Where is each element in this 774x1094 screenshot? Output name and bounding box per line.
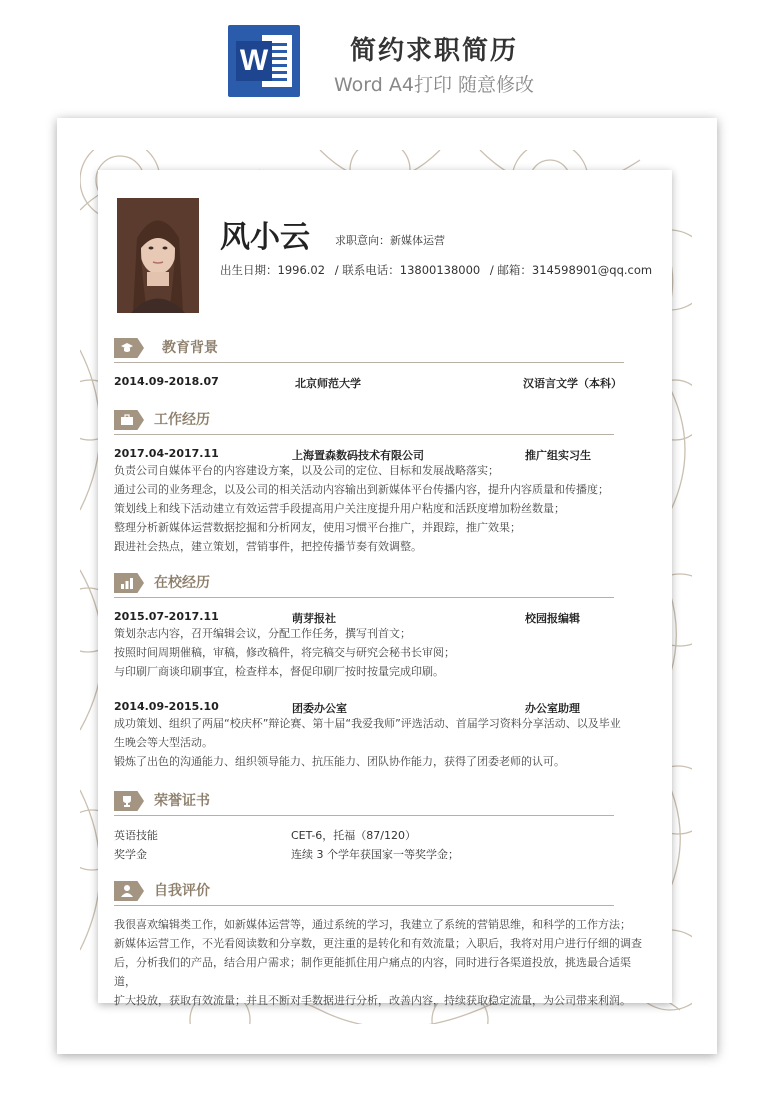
- section-divider: [114, 434, 614, 435]
- contact-info: [220, 262, 658, 278]
- word-letter: W: [236, 41, 272, 81]
- campus-line: 与印刷厂商谈印刷事宜，检查样本，督促印刷厂按时按量完成印刷。: [114, 665, 444, 678]
- work-company: 上海置森数码技术有限公司: [292, 449, 424, 462]
- email-address: / 邮箱：314598901@qq.com: [489, 263, 653, 277]
- self-line: 我很喜欢编辑类工作，如新媒体运营等，通过系统的学习，我建立了系统的营销思维，和科学的工作方法；: [114, 918, 631, 931]
- work-role: 推广组实习生: [525, 449, 591, 462]
- birth-date: 出生日期：1996.02: [220, 263, 326, 277]
- section-campus: [114, 571, 624, 595]
- honor-value: 连续 3 个学年获国家一等奖学金；: [291, 848, 459, 861]
- campus-entry-2-role: 办公室助理: [525, 702, 580, 715]
- work-date: 2017.04-2017.11: [114, 447, 219, 460]
- honor-label: 英语技能: [114, 829, 158, 842]
- education-row: [114, 375, 219, 388]
- section-title: 工作经历: [154, 412, 210, 428]
- education-school: 北京师范大学: [295, 377, 361, 390]
- work-line: 负责公司自媒体平台的内容建设方案，以及公司的定位、目标和发展战略落实；: [114, 464, 499, 477]
- briefcase-icon: [114, 410, 144, 430]
- banner: [0, 0, 774, 110]
- profile-photo: [117, 198, 199, 313]
- work-line: 通过公司的业务理念，以及公司的相关活动内容输出到新媒体平台传播内容，提升内容质量和传播度；: [114, 483, 609, 496]
- work-line: 跟进社会热点，建立策划，营销事件，把控传播节奏有效调整。: [114, 540, 422, 553]
- self-line: 扩大投放，获取有效流量；并且不断对手数据进行分析，改善内容，持续获取稳定流量，为公司带来利润。: [114, 994, 631, 1007]
- portrait-image: [117, 198, 199, 313]
- campus-entry-1-org: 萌芽报社: [292, 612, 336, 625]
- section-title: 自我评价: [154, 883, 210, 899]
- banner-title: 简约求职简历: [349, 36, 518, 66]
- section-education: [114, 336, 624, 360]
- self-line: 后，分析我们的产品，结合用户需求；制作更能抓住用户痛点的内容，同时进行各渠道投放，挑选最合适渠道，: [114, 956, 631, 988]
- section-divider: [114, 597, 614, 598]
- honor-label: 奖学金: [114, 848, 147, 861]
- education-date: 2014.09-2018.07: [114, 375, 219, 388]
- job-intention: 求职意向：新媒体运营: [335, 234, 445, 247]
- work-description: [114, 461, 634, 556]
- campus-line: 生晚会等大型活动。: [114, 736, 213, 749]
- self-evaluation-text: [114, 915, 644, 1010]
- self-line: 新媒体运营工作，不光看阅读数和分享数，更注重的是转化和有效流量；入职后，我将对用户进行仔细的调查: [114, 937, 642, 950]
- section-divider: [114, 815, 614, 816]
- campus-entry-2-date: 2014.09-2015.10: [114, 700, 219, 713]
- section-self-evaluation: [114, 879, 624, 903]
- section-title: 荣誉证书: [154, 793, 210, 809]
- campus-entry-1-description: [114, 624, 634, 681]
- campus-line: 按照时间周期催稿，审稿，修改稿件，将完稿交与研究会秘书长审阅；: [114, 646, 455, 659]
- work-line: 策划线上和线下活动建立有效运营手段提高用户关注度提升用户粘度和活跃度增加粉丝数量；: [114, 502, 565, 515]
- education-major: 汉语言文学（本科）: [523, 377, 622, 390]
- section-divider: [114, 362, 624, 363]
- phone-number: / 联系电话：13800138000: [334, 263, 481, 277]
- section-honors: [114, 789, 624, 813]
- trophy-icon: [114, 791, 144, 811]
- candidate-name: 风小云: [220, 220, 310, 255]
- campus-line: 成功策划、组织了两届“校庆杯”辩论赛、第十届“我爱我师”评选活动、首届学习资料分享活动、以及毕业: [114, 717, 621, 730]
- campus-entry-2-org: 团委办公室: [292, 702, 347, 715]
- honor-value: CET-6，托福（87/120）: [291, 829, 417, 842]
- campus-entry-1-date: 2015.07-2017.11: [114, 610, 219, 623]
- work-line: 整理分析新媒体运营数据挖掘和分析网友，使用习惯平台推广，并跟踪，推广效果；: [114, 521, 521, 534]
- campus-line: 锻炼了出色的沟通能力、组织领导能力、抗压能力、团队协作能力，获得了团委老师的认可。: [114, 755, 565, 768]
- campus-line: 策划杂志内容，召开编辑会议，分配工作任务，撰写刊首文；: [114, 627, 411, 640]
- campus-entry-2-description: [114, 714, 634, 771]
- section-title: 教育背景: [162, 340, 218, 356]
- graduation-cap-icon: [114, 338, 144, 358]
- section-divider: [114, 905, 614, 906]
- section-work: [114, 408, 624, 432]
- word-icon: [228, 25, 300, 97]
- person-icon: [114, 881, 144, 901]
- bar-chart-icon: [114, 573, 144, 593]
- banner-subtitle: Word A4打印 随意修改: [333, 74, 534, 96]
- campus-entry-1-role: 校园报编辑: [525, 612, 580, 625]
- section-title: 在校经历: [154, 575, 210, 591]
